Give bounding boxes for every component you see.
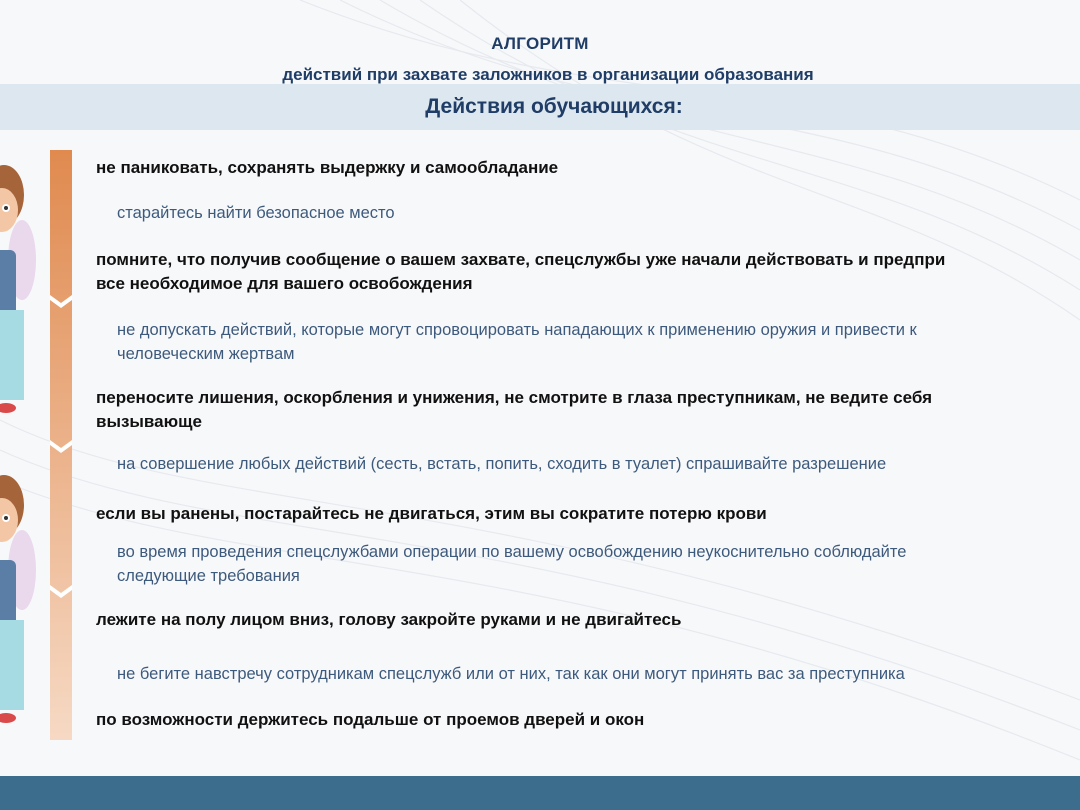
action-text: помните, что получив сообщение о вашем захвате, спецслужбы уже начали действовать и предпри: [96, 250, 946, 269]
step-progress-bar: [50, 150, 72, 740]
student-illustration-top: [0, 150, 40, 420]
action-text: переносите лишения, оскорбления и унижения, не смотрите в глаза преступникам, не ведите себя: [96, 388, 933, 407]
hint-text: следующие требования: [117, 567, 300, 585]
hint-text: человеческим жертвам: [117, 345, 295, 363]
action-item: [96, 248, 945, 296]
document-subtitle: действий при захвате заложников в организации образования: [282, 65, 814, 84]
hint-text: во время проведения спецслужбами операции по вашему освобождению неукоснительно соблюдайте: [117, 543, 907, 561]
action-item: [96, 156, 558, 180]
action-hint: [117, 662, 905, 686]
action-text: лежите на полу лицом вниз, голову закройте руками и не двигайтесь: [96, 610, 682, 629]
action-item: [96, 708, 644, 732]
action-text: если вы ранены, постарайтесь не двигаться, этим вы сократите потерю крови: [96, 504, 767, 523]
hint-text: старайтесь найти безопасное место: [117, 204, 395, 222]
hint-text: не бегите навстречу сотрудникам спецслужб или от них, так как они могут принять вас за преступника: [117, 665, 905, 683]
section-heading: Действия обучающихся:: [425, 95, 683, 118]
action-text: вызывающе: [96, 412, 202, 431]
footer-bar: [0, 776, 1080, 810]
hint-text: на совершение любых действий (сесть, встать, попить, сходить в туалет) спрашивайте разрешение: [117, 455, 887, 473]
action-item: [96, 502, 767, 526]
hint-text: не допускать действий, которые могут спровоцировать нападающих к применению оружия и привести к: [117, 321, 917, 339]
document-title: АЛГОРИТМ: [491, 34, 589, 53]
action-hint: [117, 540, 906, 588]
action-text: не паниковать, сохранять выдержку и самообладание: [96, 158, 559, 177]
action-text: все необходимое для вашего освобождения: [96, 274, 473, 293]
action-hint: [117, 318, 917, 366]
action-hint: [117, 201, 395, 225]
action-item: [96, 608, 681, 632]
action-hint: [117, 452, 886, 476]
action-item: [96, 386, 932, 434]
action-text: по возможности держитесь подальше от проемов дверей и окон: [96, 710, 645, 729]
student-illustration-bottom: [0, 460, 40, 730]
